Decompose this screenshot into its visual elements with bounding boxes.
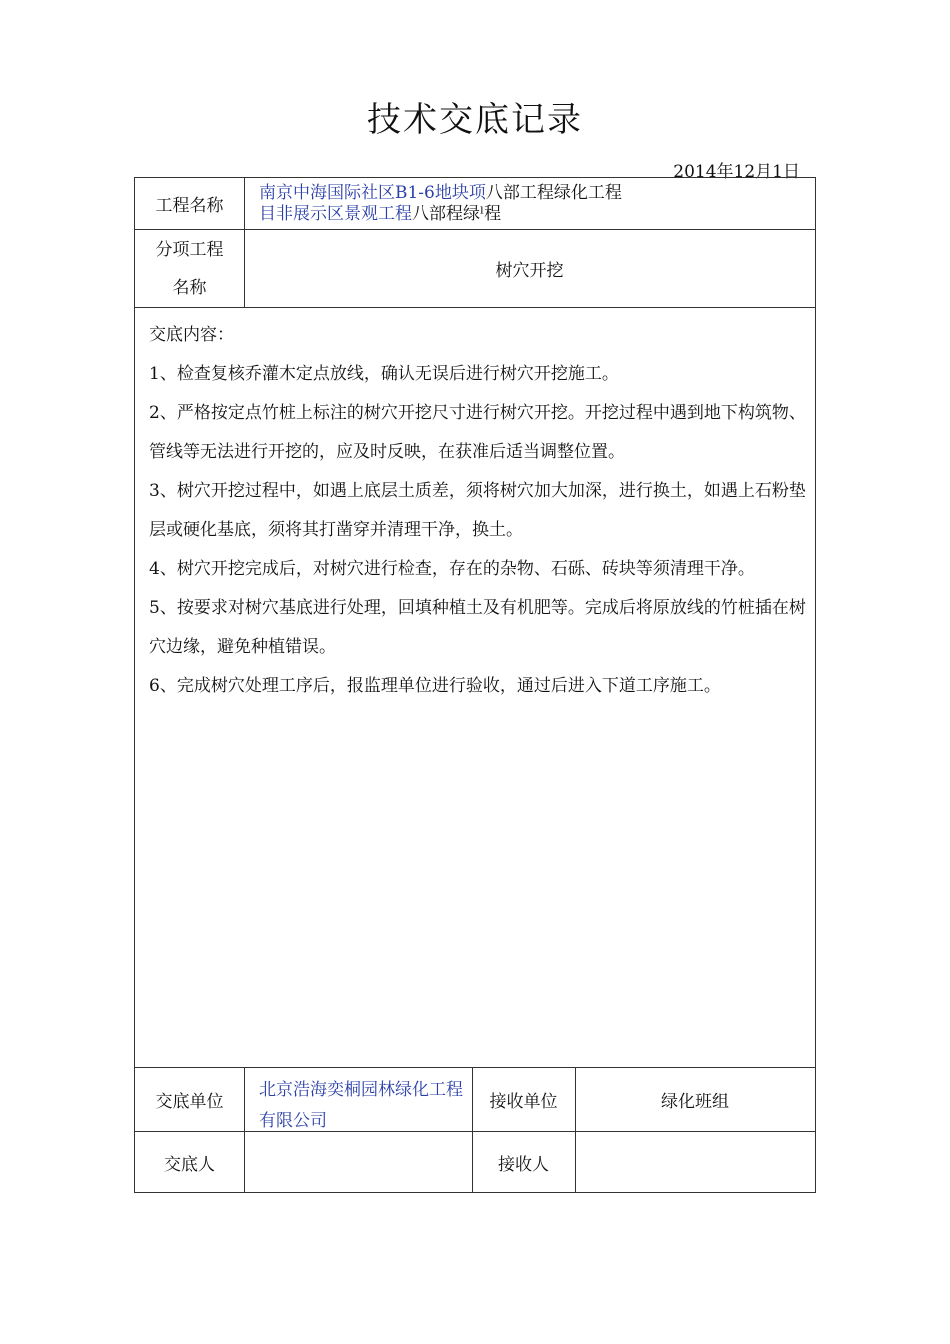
sub-project-label-line1: 分项工程	[155, 240, 224, 260]
project-name-line1-black: 八部工程绿化工程	[485, 183, 622, 203]
row-divider	[135, 307, 815, 308]
discloser-value[interactable]	[244, 1131, 472, 1193]
sub-project-label-line2: 名称	[172, 278, 207, 298]
content-item: 5、按要求对树穴基底进行处理，回填种植土及有机肥等。完成后将原放线的竹桩插在树穴边缘，避免种植错误。	[149, 598, 806, 657]
receiver-value[interactable]	[575, 1131, 815, 1193]
document-title: 技术交底记录	[367, 100, 583, 140]
sub-project-value: 树穴开挖	[495, 260, 564, 281]
project-name-value	[259, 183, 809, 225]
disclosure-content	[149, 316, 809, 706]
project-name-line1-blue: 南京中海国际社区B1-6地块项	[259, 183, 486, 203]
project-name-line2-blue: 目非展示区景观工程	[259, 204, 412, 224]
receiving-unit-label: 接收单位	[489, 1091, 558, 1112]
project-name-label: 工程名称	[155, 196, 224, 216]
receiving-unit-value: 绿化班组	[661, 1091, 729, 1112]
disclosure-table	[134, 177, 816, 1193]
disclosure-unit-label: 交底单位	[155, 1091, 224, 1112]
disclosure-unit-line1: 北京浩海奕桐园林绿化工程	[259, 1080, 463, 1100]
record-date: 2014年12月1日	[673, 162, 800, 182]
disclosure-unit-line2: 有限公司	[259, 1111, 327, 1131]
content-item: 2、严格按定点竹桩上标注的树穴开挖尺寸进行树穴开挖。开挖过程中遇到地下构筑物、管线等无法进行开挖的，应及时反映，在获准后适当调整位置。	[149, 403, 806, 462]
content-item: 3、树穴开挖过程中，如遇上底层土质差，须将树穴加大加深，进行换土，如遇上石粉垫层或硬化基底，须将其打凿穿并清理干净，换土。	[149, 481, 806, 540]
content-heading: 交底内容：	[149, 325, 234, 345]
discloser-label: 交底人	[164, 1154, 215, 1175]
content-item: 1、检查复核乔灌木定点放线，确认无误后进行树穴开挖施工。	[149, 364, 619, 384]
disclosure-unit-value	[259, 1075, 471, 1137]
content-item: 6、完成树穴处理工序后，报监理单位进行验收，通过后进入下道工序施工。	[149, 676, 721, 696]
receiver-label: 接收人	[498, 1154, 549, 1175]
sub-project-label	[135, 229, 244, 307]
content-item: 4、树穴开挖完成后，对树穴进行检查，存在的杂物、石砾、砖块等须清理干净。	[149, 559, 755, 579]
project-name-line2-black: 八部程绿ˡ程	[412, 204, 502, 224]
